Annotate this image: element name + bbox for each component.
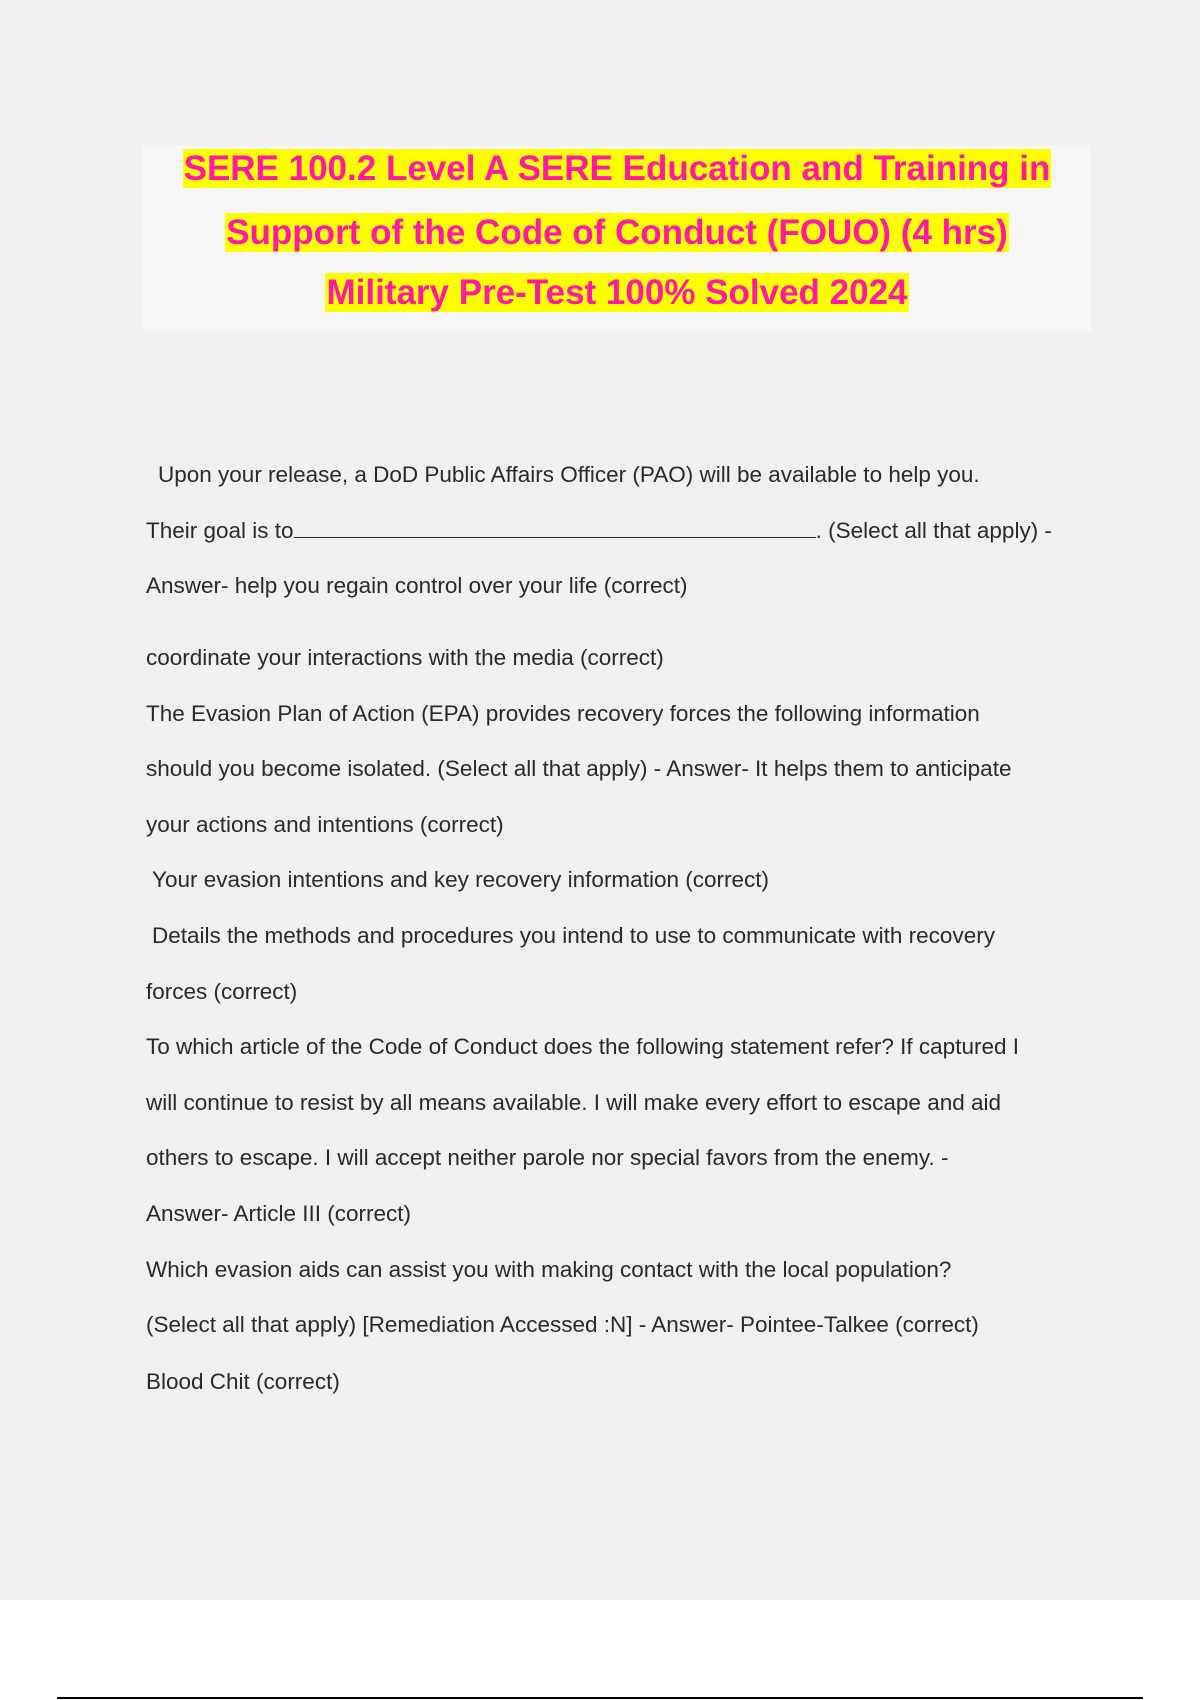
body-line-11: To which article of the Code of Conduct does the following statement refer? If captured I: [146, 1034, 1019, 1059]
title-line-1: [143, 149, 1091, 189]
body-line-7: your actions and intentions (correct): [146, 812, 504, 837]
title-block: [143, 145, 1091, 331]
body-line-14: Answer- Article III (correct): [146, 1201, 412, 1226]
body-line-12: will continue to resist by all means available. I will make every effort to escape and aid: [146, 1090, 1002, 1115]
body-line-2-tail: . (Select all that apply) -: [815, 518, 1052, 543]
body-line-6: should you become isolated. (Select all that apply) - Answer- It helps them to anticipate: [146, 756, 1012, 781]
body-line-10: forces (correct): [146, 979, 298, 1004]
title-line-3: [143, 273, 1091, 313]
body-line-13: others to escape. I will accept neither parole nor special favors from the enemy. -: [146, 1145, 949, 1170]
body-line-16: (Select all that apply) [Remediation Accessed :N] - Answer- Pointee-Talkee (correct): [146, 1312, 979, 1337]
body-line-8: Your evasion intentions and key recovery information (correct): [152, 867, 769, 892]
body-line-15: Which evasion aids can assist you with making contact with the local population?: [146, 1257, 952, 1282]
body-line-9: Details the methods and procedures you intend to use to communicate with recovery: [152, 923, 995, 948]
answer-blank: [294, 517, 816, 538]
title-text-2: Support of the Code of Conduct (FOUO) (4 hrs): [226, 213, 1008, 252]
body-line-3: Answer- help you regain control over your life (correct): [146, 573, 688, 598]
title-text-1: SERE 100.2 Level A SERE Education and Training in: [183, 149, 1051, 188]
body-line-2: [146, 517, 1052, 545]
footer-divider: [57, 1697, 1143, 1699]
body-line-4: coordinate your interactions with the media (correct): [146, 645, 664, 670]
body-line-5: The Evasion Plan of Action (EPA) provides recovery forces the following information: [146, 701, 980, 726]
title-text-3: Military Pre-Test 100% Solved 2024: [326, 273, 908, 312]
body-line-17: Blood Chit (correct): [146, 1369, 340, 1394]
body-line-1: Upon your release, a DoD Public Affairs Officer (PAO) will be available to help you.: [158, 462, 980, 487]
title-line-2: [143, 213, 1091, 253]
body-line-2-lead: Their goal is to: [146, 518, 294, 543]
